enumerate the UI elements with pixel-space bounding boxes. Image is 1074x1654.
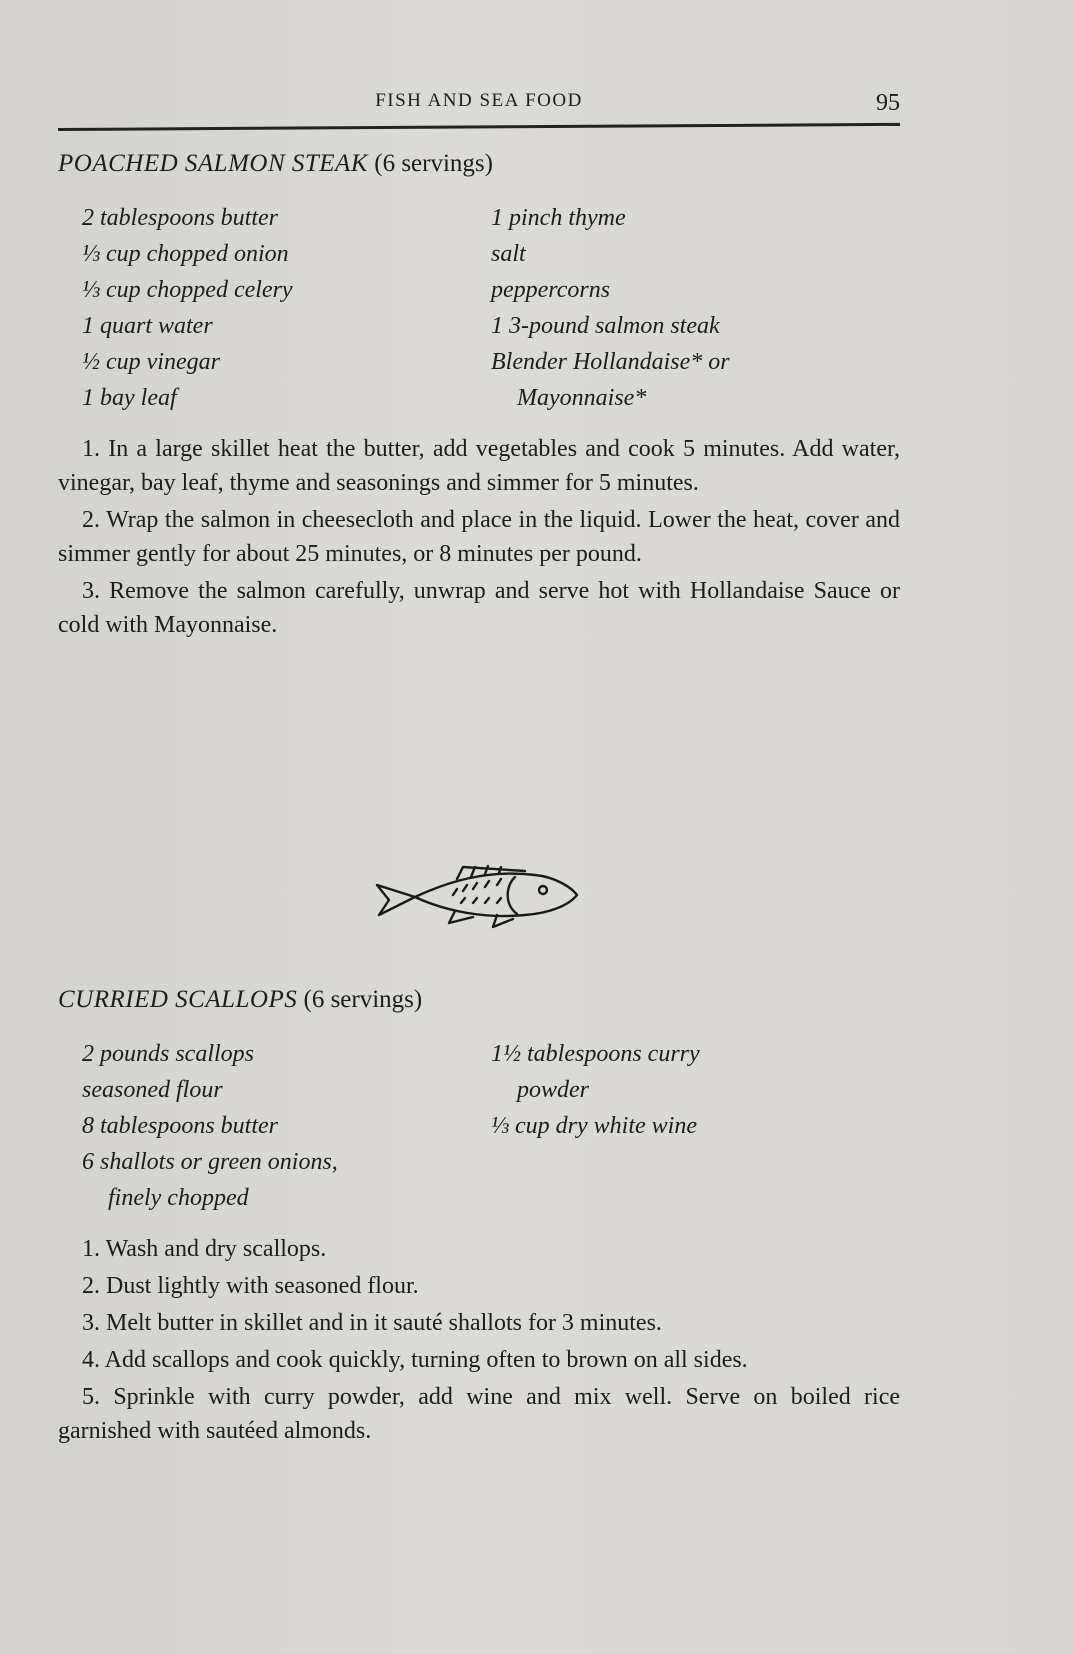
ingredient-item: 1 3-pound salmon steak — [491, 313, 720, 339]
recipe-name: POACHED SALMON STEAK — [58, 150, 368, 177]
ingredient-item: Blender Hollandaise* or — [491, 349, 730, 375]
ingredient-list — [82, 200, 900, 416]
ingredient-item: peppercorns — [491, 277, 611, 303]
ingredient-column-right — [491, 1036, 900, 1216]
instruction-steps — [58, 1232, 900, 1448]
ingredient-item: ⅓ cup dry white wine — [491, 1113, 697, 1139]
instruction-step: 5. Sprinkle with curry powder, add wine and mix well. Serve on boiled rice garnished with sautéed almonds. — [58, 1384, 900, 1444]
ingredient-item: seasoned flour — [82, 1077, 223, 1103]
instruction-step: 1. Wash and dry scallops. — [82, 1236, 327, 1262]
ingredient-item: 6 shallots or green onions, — [82, 1149, 338, 1175]
ingredient-column-right — [491, 200, 900, 416]
instruction-step: 1. In a large skillet heat the butter, add vegetables and cook 5 minutes. Add water, vinegar, bay leaf, thyme and seasonings and simmer for 5 minutes. — [58, 436, 900, 496]
ingredient-item: 2 pounds scallops — [82, 1041, 255, 1067]
header-rule — [58, 123, 900, 131]
ingredient-item: 2 tablespoons butter — [82, 205, 278, 231]
recipe-title — [58, 986, 900, 1014]
instruction-steps — [58, 432, 900, 642]
running-head: FISH AND SEA FOOD — [375, 90, 583, 111]
instruction-step: 3. Remove the salmon carefully, unwrap and serve hot with Hollandaise Sauce or cold with Mayonnaise. — [58, 578, 900, 638]
ingredient-item: ⅓ cup chopped celery — [82, 277, 293, 303]
ingredient-item: 1 pinch thyme — [491, 205, 626, 231]
recipe-title — [58, 150, 900, 178]
recipe-poached-salmon — [58, 150, 900, 645]
ingredient-item: Mayonnaise* — [517, 385, 647, 411]
ingredient-item: 1 quart water — [82, 313, 213, 339]
ingredient-list — [82, 1036, 900, 1216]
instruction-step: 2. Wrap the salmon in cheesecloth and place in the liquid. Lower the heat, cover and simmer gently for about 25 minutes, or 8 minutes per pound. — [58, 507, 900, 567]
ingredient-item: powder — [517, 1077, 589, 1103]
recipe-name: CURRIED SCALLOPS — [58, 986, 298, 1013]
ingredient-column-left — [82, 200, 491, 416]
ingredient-item: ½ cup vinegar — [82, 349, 220, 375]
fish-icon — [375, 855, 585, 935]
ingredient-item: 8 tablespoons butter — [82, 1113, 278, 1139]
ingredient-column-left — [82, 1036, 491, 1216]
ingredient-item: 1½ tablespoons curry — [491, 1041, 700, 1067]
instruction-step: 3. Melt butter in skillet and in it sauté shallots for 3 minutes. — [82, 1310, 662, 1336]
ingredient-item: 1 bay leaf — [82, 385, 177, 411]
page-header — [58, 86, 900, 122]
ingredient-item: finely chopped — [108, 1185, 249, 1211]
page-number: 95 — [876, 90, 900, 116]
ingredient-item: ⅓ cup chopped onion — [82, 241, 289, 267]
recipe-servings: (6 servings) — [303, 986, 423, 1013]
instruction-step: 4. Add scallops and cook quickly, turning often to brown on all sides. — [82, 1347, 748, 1373]
ingredient-item: salt — [491, 241, 526, 267]
recipe-curried-scallops — [58, 986, 900, 1451]
instruction-step: 2. Dust lightly with seasoned flour. — [82, 1273, 419, 1299]
recipe-servings: (6 servings) — [374, 150, 493, 177]
